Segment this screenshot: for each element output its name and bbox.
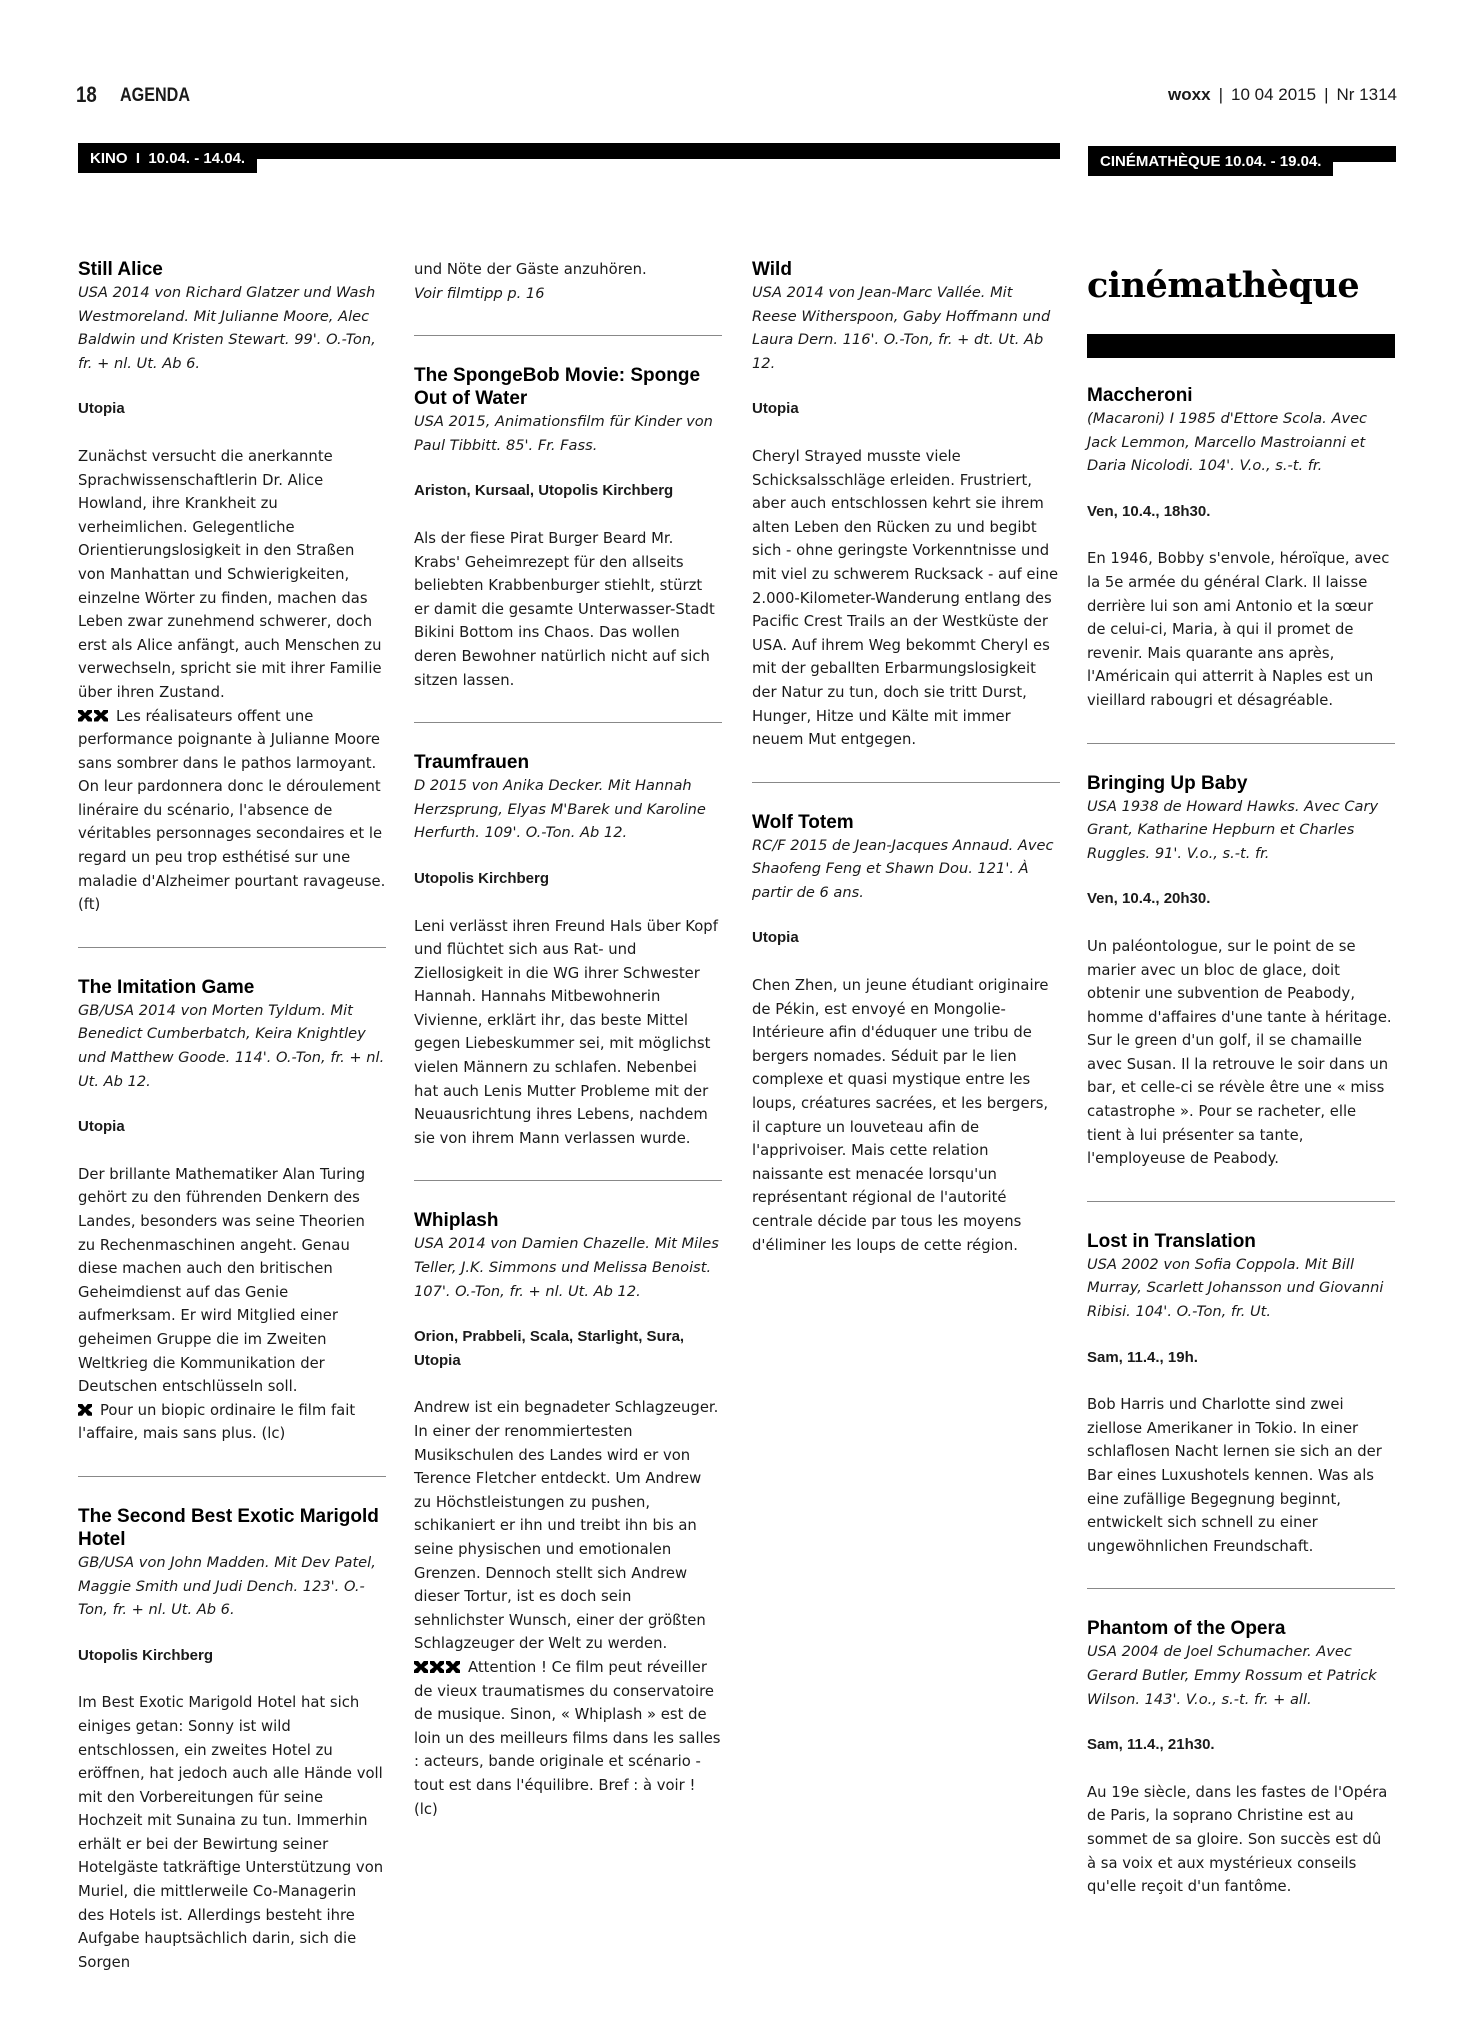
divider [414,335,722,336]
film-title: Wild [752,259,792,280]
page-header [76,82,1397,110]
film-listing-imitation-game [78,976,386,1446]
film-meta: USA 2004 de Joel Schumacher. Avec Gerard Butler, Emmy Rossum et Patrick Wilson. 143'. V.o., s.-t. fr. + all. [1087,1643,1377,1708]
film-meta: USA 2002 von Sofia Coppola. Mit Bill Murray, Scarlett Johansson und Giovanni Ribisi. 104'. O.-Ton, fr. Ut. [1087,1255,1384,1321]
film-venue: Orion, Prabbeli, Scala, Starlight, Sura, Utopia [414,1328,685,1369]
divider [752,782,1060,783]
column-cinematheque [1087,258,1395,1899]
film-review [78,705,386,917]
film-meta: USA 2014 von Damien Chazelle. Mit Miles Teller, J.K. Simmons und Melissa Benoist. 107'. O.-Ton, fr. + nl. Ut. Ab 12. [414,1235,719,1300]
film-meta: D 2015 von Anika Decker. Mit Hannah Herzsprung, Elyas M'Barek und Karoline Herfurth. 109'. O.-Ton. Ab 12. [414,777,706,842]
film-listing-lost-in-translation [1087,1230,1395,1559]
divider [1087,1201,1395,1202]
rating-x-icon [94,710,108,722]
film-venue: Utopia [752,400,799,418]
film-meta: USA 2014 von Richard Glatzer und Wash Westmoreland. Mit Julianne Moore, Alec Baldwin und Kristen Stewart. 99'. O.-Ton, fr. + nl. Ut. Ab 6. [78,284,376,372]
film-listing-maccheroni [1087,384,1395,713]
film-meta: USA 2015, Animationsfilm für Kinder von Paul Tibbitt. 85'. Fr. Fass. [414,413,713,454]
film-title: The Second Best Exotic Marigold Hotel [78,1505,379,1550]
divider [78,1476,386,1477]
film-meta: GB/USA 2014 von Morten Tyldum. Mit Benedict Cumberbatch, Keira Knightley und Matthew Goode. 114'. O.-Ton, fr. + nl. Ut. Ab 12. [78,1001,385,1090]
film-synopsis: Un paléontologue, sur le point de se marier avec un bloc de glace, doit obtenir une subvention de Peabody, homme d'affaires d'une tante à héritage. Sur le green d'un golf, il se chamaille avec Susan. Il la retrouve le soir dans un bar, et celle-ci se révèle être une « miss catastrophe ». Pour se racheter, elle tient à lui présenter sa tante, l'employeuse de Peabody. [1087,937,1392,1168]
kino-section-label: KINO I 10.04. - 14.04. [78,143,257,173]
film-title: Maccheroni [1087,385,1193,406]
page-number: 18 [76,82,97,107]
film-listing-marigold-hotel [78,1505,386,1975]
film-synopsis: Andrew ist ein begnadeter Schlagzeuger. In einer der renommiertesten Musikschulen des Landes wird er von Terence Fletcher entdeckt. Um Andrew zu Höchstleistungen zu pushen, schikaniert er ihn und treibt ihn bis an seine physischen und emotionalen Grenzen. Dennoch stellt sich Andrew dieser Tortur, ist es doch sein sehnlichster Wunsch, einer der größten Schlagzeuger der Welt zu werden. [414,1399,719,1653]
film-synopsis: Chen Zhen, un jeune étudiant originaire de Pékin, est envoyé en Mongolie-Intérieure afin d'éduquer une tribu de bergers nomades. Séduit par le lien complexe et quasi mystique entre les loups, créatures sacrées, et les bergers, il capture un louveteau afin de l'apprivoiser. Mais cette relation naissante est menacée lorsqu'un représentant régional de l'autorité centrale décide par tous les moyens d'éliminer les loups de cette région. [752,977,1049,1254]
masthead [1168,85,1397,105]
separator: | [1324,85,1329,104]
film-listing-spongebob [414,364,722,692]
film-synopsis-continued: und Nöte der Gäste anzuhören. [414,261,647,278]
review-text: Les réalisateurs offent une performance poignante à Julianne Moore sans sombrer dans le pathos larmoyant. On leur pardonnera donc le déroulement linéraire du scénario, l'absence de véritables personnages secondaires et le regard un peu trop esthétisé sur une maladie d'Alzheimer pourtant ravageuse. (ft) [78,707,386,914]
film-title: Whiplash [414,1210,499,1232]
film-venue: Ariston, Kursaal, Utopolis Kirchberg [414,482,674,500]
divider [414,722,722,723]
film-title: The SpongeBob Movie: Sponge Out of Water [414,365,701,410]
screening-time: Sam, 11.4., 19h. [1087,1348,1198,1366]
brand-logo: woxx [1168,85,1211,104]
column-3 [752,258,1060,1257]
rating-x-icon [414,1661,428,1673]
film-venue: Utopia [752,929,799,947]
column-1 [78,258,386,1974]
film-synopsis: Im Best Exotic Marigold Hotel hat sich einiges getan: Sonny ist wild entschlossen, ein zweites Hotel zu eröffnen, hat jedoch auch alle Hände voll mit den Vorbereitungen für seine Hochzeit mit Sunaina zu tun. Immerhin erhält er bei der Bewirtung seiner Hotelgäste tatkräftige Unterstützung von Muriel, die mittlerweile Co-Managerin des Hotels ist. Allerdings besteht ihre Aufgabe hauptsächlich darin, sich die Sorgen [78,1694,384,1971]
film-meta: RC/F 2015 de Jean-Jacques Annaud. Avec Shaofeng Feng et Shawn Dou. 121'. À partir de 6 ans. [752,836,1054,901]
film-meta: (Macaroni) I 1985 d'Ettore Scola. Avec Jack Lemmon, Marcello Mastroianni et Daria Nicolodi. 104'. V.o., s.-t. fr. [1087,410,1368,475]
screening-time: Ven, 10.4., 20h30. [1087,890,1211,908]
film-title: Wolf Totem [752,811,854,833]
section-name: AGENDA [120,85,190,106]
film-venue: Utopolis Kirchberg [78,1646,214,1664]
filmtipp-reference[interactable]: Voir filmtipp p. 16 [414,284,545,302]
film-listing-wild [752,258,1060,752]
film-synopsis: Der brillante Mathematiker Alan Turing gehört zu den führenden Denkern des Landes, besonders was seine Theorien zu Rechenmaschinen angeht. Genau diese machen auch den britischen Geheimdienst auf das Genie aufmerksam. Er wird Mitglied einer geheimen Gruppe die im Zweiten Weltkrieg die Kommunikation der Deutschen entschlüsseln soll. [78,1165,366,1396]
film-synopsis: Zunächst versucht die anerkannte Sprachwissenschaftlerin Dr. Alice Howland, ihre Krankheit zu verheimlichen. Gelegentliche Orientierungslosigkeit in den Straßen von Manhattan und Schwierigkeiten, einzelne Wörter zu finden, machen das Leben zwar zunehmend schwerer, doch erst als Alice anfängt, auch Menschen zu verwechseln, spricht sie mit ihrer Familie über ihren Zustand. [78,447,382,701]
film-listing-traumfrauen [414,751,722,1150]
rating-icons [78,705,110,729]
film-synopsis: Cheryl Strayed musste viele Schicksalsschläge erleiden. Frustriert, aber auch entschlossen kehrt sie ihrem alten Leben den Rücken zu und begibt sich - ohne geringste Vorkenntnisse und mit viel zu schwerem Rucksack - auf eine 2.000-Kilometer-Wanderung entlang des Pacific Crest Trails an der Westküste der USA. Auf ihrem Weg bekommt Cheryl es mit der geballten Erbarmungslosigkeit der Natur zu tun, doch sie tritt Durst, Hunger, Hitze und Kälte mit immer neuem Mut entgegen. [752,447,1059,749]
film-synopsis: En 1946, Bobby s'envole, héroïque, avec la 5e armée du général Clark. Il laisse derrière lui son ami Antonio et la sœur de celui-ci, Maria, à qui il promet de revenir. Mais quarante ans après, l'Américain qui atterrit à Naples est un vieillard rabougri et désagréable. [1087,550,1390,709]
film-synopsis: Au 19e siècle, dans les fastes de l'Opéra de Paris, la soprano Christine est au sommet de sa gloire. Son succès est dû à sa voix et aux mystérieux conseils qu'elle reçoit d'un fantôme. [1087,1783,1388,1896]
film-title: Phantom of the Opera [1087,1618,1286,1640]
film-title: Lost in Translation [1087,1230,1256,1252]
cinematheque-section-label: CINÉMATHÈQUE 10.04. - 19.04. [1088,146,1333,176]
rating-x-icon [78,1404,92,1416]
issue-number: Nr 1314 [1336,85,1397,104]
film-meta: USA 2014 von Jean-Marc Vallée. Mit Reese Witherspoon, Gaby Hoffmann und Laura Dern. 116'. O.-Ton, fr. + dt. Ut. Ab 12. [752,284,1051,372]
review-text: Pour un biopic ordinaire le film fait l'affaire, mais sans plus. (lc) [78,1401,356,1443]
review-text: Attention ! Ce film peut réveiller de vieux traumatismes du conservatoire de musique. Sinon, « Whiplash » est de loin un des meilleurs films dans les salles : acteurs, bande originale et scénario - tout est dans l'équilibre. Bref : à voir ! (lc) [414,1658,721,1818]
film-listing-phantom-of-the-opera [1087,1617,1395,1898]
film-synopsis: Bob Harris und Charlotte sind zwei ziellose Amerikaner in Tokio. In einer schlaflosen Nacht lernen sie sich an der Bar eines Luxushotels kennen. Was als eine zufällige Begegnung beginnt, entwickelt sich schnell zu einer ungewöhnlichen Freundschaft. [1087,1396,1382,1555]
divider [78,947,386,948]
film-listing-still-alice [78,258,386,917]
film-review [78,1399,386,1446]
rating-x-icon [78,710,92,722]
separator: | [1218,85,1223,104]
rating-x-icon [430,1661,444,1673]
film-synopsis: Als der fiese Pirat Burger Beard Mr. Krabs' Geheimrezept für den allseits beliebten Krabbenburger stiehlt, stürzt er damit die gesamte Unterwasser-Stadt Bikini Bottom ins Chaos. Das wollen deren Bewohner natürlich nicht auf sich sitzen lassen. [414,529,715,689]
screening-time: Ven, 10.4., 18h30. [1087,502,1211,520]
film-venue: Utopia [78,1118,125,1136]
film-listing-wolf-totem [752,811,1060,1258]
film-listing-bringing-up-baby [1087,772,1395,1171]
rating-x-icon [446,1661,460,1673]
issue-date: 10 04 2015 [1231,85,1317,104]
rating-icons [414,1656,462,1680]
film-title: Still Alice [78,259,163,280]
column-2 [414,258,722,1821]
cinematheque-heading-bar [1087,334,1395,358]
film-venue: Utopia [78,400,125,418]
film-synopsis: Leni verlässt ihren Freund Hals über Kopf und flüchtet sich aus Rat- und Ziellosigkeit in die WG ihrer Schwester Hannah. Hannahs Mitbewohnerin Vivienne, erklärt ihr, das beste Mittel gegen Liebeskummer sei, mit möglichst vielen Männern zu schlafen. Nebenbei hat auch Lenis Mutter Probleme mit der Neuausrichtung ihres Lebens, nachdem sie von ihrem Mann verlassen wurde. [414,917,718,1147]
rating-icons [78,1399,94,1423]
divider [414,1180,722,1181]
divider [1087,743,1395,744]
cinematheque-heading: cinémathèque [1087,265,1360,306]
film-meta: USA 1938 de Howard Hawks. Avec Cary Grant, Katharine Hepburn et Charles Ruggles. 91'. V.o., s.-t. fr. [1087,797,1379,862]
film-review [414,1656,722,1821]
film-title: Traumfrauen [414,752,530,774]
film-venue: Utopolis Kirchberg [414,869,550,887]
film-title: Bringing Up Baby [1087,772,1248,794]
screening-time: Sam, 11.4., 21h30. [1087,1736,1215,1754]
film-meta: GB/USA von John Madden. Mit Dev Patel, Maggie Smith und Judi Dench. 123'. O.-Ton, fr. + nl. Ut. Ab 6. [78,1553,376,1619]
divider [1087,1588,1395,1589]
film-title: The Imitation Game [78,976,255,998]
film-listing-whiplash [414,1209,722,1821]
